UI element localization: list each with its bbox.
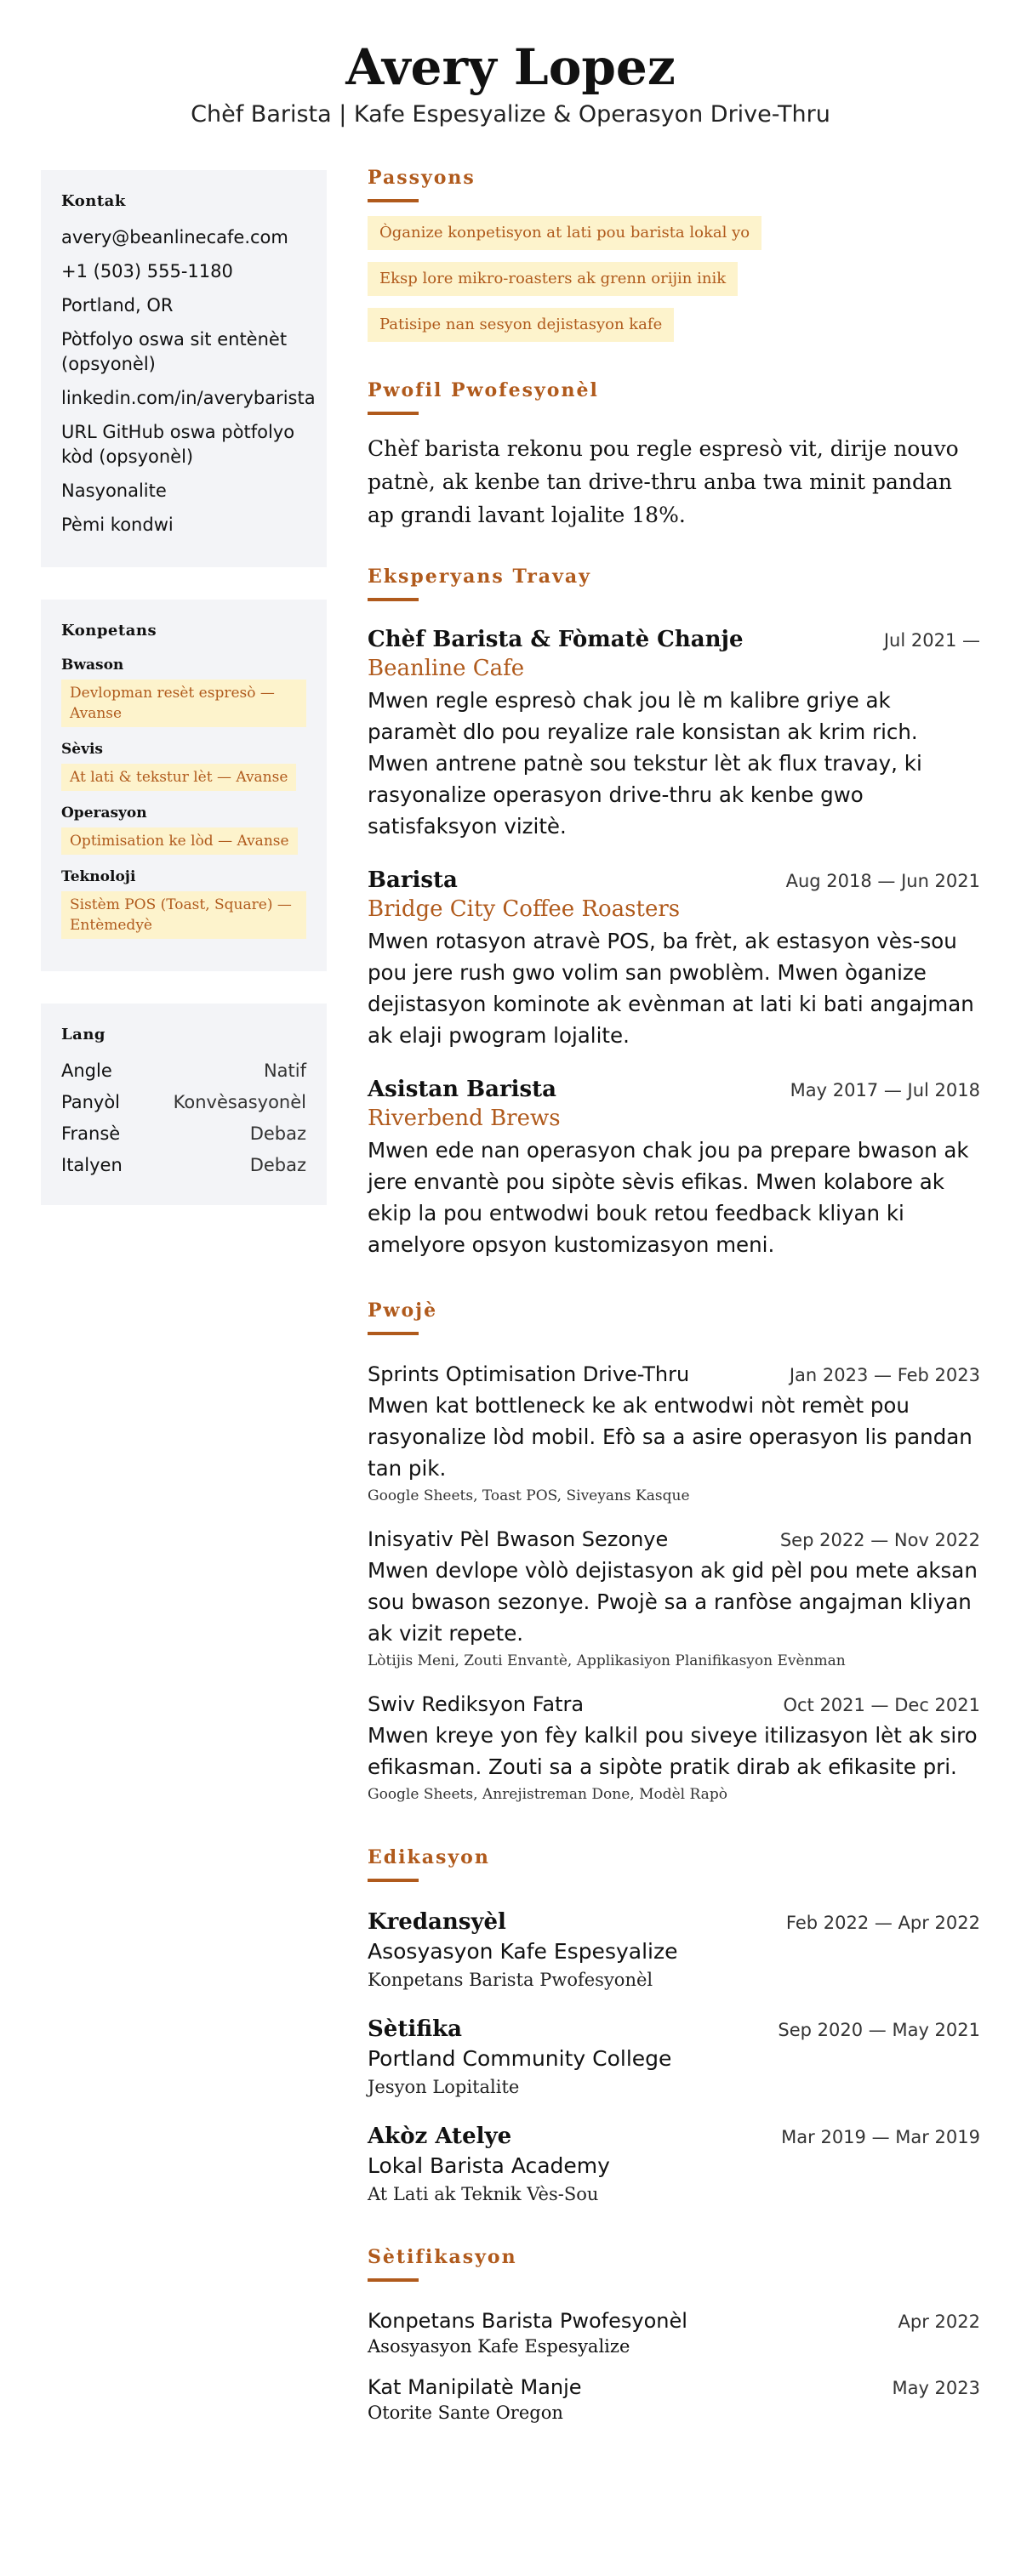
education-degree: Sètifika: [368, 2016, 462, 2042]
certification-name: Kat Manipilatè Manje: [368, 2375, 582, 2399]
education-school: Lokal Barista Academy: [368, 2153, 610, 2178]
section-divider: [368, 1332, 419, 1335]
certifications-title: Sètifikasyon: [368, 2246, 517, 2268]
skill-name: Sèvis: [61, 741, 103, 758]
certifications-section: [368, 2246, 980, 2425]
certification-date: Apr 2022: [898, 2312, 980, 2332]
certification-name: Konpetans Barista Pwofesyonèl: [368, 2309, 687, 2333]
skill-name: Teknoloji: [61, 868, 136, 885]
certification-issuer: Otorite Sante Oregon: [368, 2403, 563, 2423]
experience-section: [368, 566, 980, 1260]
job-entry: [368, 1075, 980, 1260]
education-entry: [368, 2015, 980, 2100]
education-degree: Akòz Atelye: [368, 2124, 512, 2149]
contact-title: Kontak: [61, 192, 126, 210]
language-row: [61, 1059, 306, 1083]
project-tools: Lòtijis Meni, Zouti Envantè, Applikasiyon Planifikasyon Evènman: [368, 1652, 846, 1669]
project-entry: [368, 1361, 980, 1507]
projects-title: Pwojè: [368, 1299, 438, 1322]
education-entry: [368, 2122, 980, 2207]
profile-section: [368, 379, 980, 532]
job-entry: [368, 866, 980, 1051]
education-field: Konpetans Barista Pwofesyonèl: [368, 1970, 653, 1990]
education-date: Sep 2020 — May 2021: [778, 2020, 980, 2040]
project-title: Swiv Rediksyon Fatra: [368, 1692, 585, 1716]
section-divider: [368, 1879, 419, 1882]
skill-name: Bwason: [61, 657, 124, 674]
contact-email[interactable]: avery@beanlinecafe.com: [61, 227, 288, 247]
job-description: Mwen regle espresò chak jou lè m kalibre griye ak paramèt dlo pou reyalize rale konsistan ak krim rich. Mwen antrene patnè sou tekstur lèt ak flux travay, ki rasyonalize operasyon drive-thru ak kenbe gwo satisfaksyon vizitè.: [368, 688, 922, 839]
certification-issuer: Asosyasyon Kafe Espesyalize: [368, 2336, 630, 2357]
project-description: Mwen kat bottleneck ke ak entwodwi nòt remèt pou rasyonalize lòd mobil. Efò sa a asire operasyon lis pandan tan pik.: [368, 1393, 973, 1481]
project-tools: Google Sheets, Anrejistreman Done, Modèl Rapò: [368, 1786, 727, 1803]
contact-github: URL GitHub oswa pòtfolyo kòd (opsyonèl): [61, 422, 295, 467]
education-field: At Lati ak Teknik Vès-Sou: [368, 2184, 599, 2204]
contact-portfolio: Pòtfolyo oswa sit entènèt (opsyonèl): [61, 329, 288, 374]
skill-group: [61, 867, 306, 939]
candidate-name: Avery Lopez: [345, 38, 676, 96]
project-date: Sep 2022 — Nov 2022: [779, 1530, 980, 1550]
skill-tag: Devlopman resèt espresò — Avanse: [61, 680, 306, 727]
profile-title: Pwofil Pwofesyonèl: [368, 379, 599, 401]
job-date: May 2017 — Jul 2018: [790, 1080, 980, 1100]
language-name: Angle: [61, 1061, 112, 1081]
skill-tag: Sistèm POS (Toast, Square) — Entèmedyè: [61, 891, 306, 939]
contact-phone[interactable]: +1 (503) 555-1180: [61, 261, 233, 281]
passion-tag: Patisipe nan sesyon dejistasyon kafe: [368, 308, 674, 342]
certification-entry: [368, 2374, 980, 2425]
contact-card: [41, 170, 327, 567]
project-description: Mwen devlope vòlò dejistasyon ak gid pèl pou mete aksan sou bwason sezonye. Pwojè sa a ranfòse angajman kliyan ak vizit repete.: [368, 1558, 978, 1646]
language-level: Konvèsasyonèl: [173, 1092, 306, 1112]
job-description: Mwen ede nan operasyon chak jou pa prepare bwason ak jere envantè pou sipòte sèvis efikas. Mwen kolabore ak ekip la pou entwodwi bouk retou feedback kliyan ki amelyore opsyon kustomizasyon meni.: [368, 1138, 969, 1257]
project-entry: [368, 1691, 980, 1805]
contact-nationality: Nasyonalite: [61, 481, 167, 501]
languages-card: [41, 1004, 327, 1205]
job-entry: [368, 625, 980, 842]
contact-license: Pèmi kondwi: [61, 515, 174, 535]
project-title: Inisyativ Pèl Bwason Sezonye: [368, 1527, 669, 1551]
passions-section: [368, 167, 980, 342]
contact-location: Portland, OR: [61, 295, 174, 316]
main-content: [368, 167, 980, 2425]
language-level: Debaz: [249, 1123, 306, 1144]
language-name: Italyen: [61, 1155, 123, 1175]
education-entry: [368, 1908, 980, 1993]
language-name: Fransè: [61, 1123, 121, 1144]
language-name: Panyòl: [61, 1092, 121, 1112]
job-date: Aug 2018 — Jun 2021: [785, 871, 980, 891]
project-tools: Google Sheets, Toast POS, Siveyans Kasque: [368, 1487, 690, 1504]
education-degree: Kredansyèl: [368, 1909, 506, 1935]
skill-group: [61, 655, 306, 727]
resume-header: [0, 0, 1021, 131]
projects-section: [368, 1299, 980, 1805]
passions-title: Passyons: [368, 167, 476, 189]
job-company: Riverbend Brews: [368, 1106, 561, 1131]
section-divider: [368, 199, 419, 202]
project-entry: [368, 1526, 980, 1672]
passion-tag: Eksp lore mikro-roasters ak grenn orijin inik: [368, 262, 738, 296]
profile-summary: Chèf barista rekonu pou regle espresò vit, dirije nouvo patnè, ak kenbe tan drive-thru anba twa minit pandan ap grandi lavant lojalite 18%.: [368, 436, 959, 527]
section-divider: [368, 598, 419, 601]
education-date: Feb 2022 — Apr 2022: [785, 1913, 980, 1933]
job-company: Beanline Cafe: [368, 656, 525, 681]
job-role: Barista: [368, 867, 458, 893]
skills-title: Konpetans: [61, 622, 157, 640]
project-description: Mwen kreye yon fèy kalkil pou siveye itilizasyon lèt ak siro efikasman. Zouti sa a sipòte pratik dirab ak efikasite pri.: [368, 1723, 978, 1779]
section-divider: [368, 412, 419, 415]
job-date: Jul 2021 —: [883, 630, 980, 651]
job-company: Bridge City Coffee Roasters: [368, 896, 681, 922]
education-date: Mar 2019 — Mar 2019: [781, 2127, 980, 2147]
skill-tag: At lati & tekstur lèt — Avanse: [61, 764, 296, 791]
language-row: [61, 1122, 306, 1146]
education-school: Portland Community College: [368, 2046, 672, 2071]
project-title: Sprints Optimisation Drive-Thru: [368, 1362, 690, 1386]
education-section: [368, 1846, 980, 2207]
skills-card: [41, 600, 327, 971]
skill-group: [61, 803, 306, 855]
candidate-headline: Chèf Barista | Kafe Espesyalize & Operasyon Drive-Thru: [191, 101, 830, 128]
skill-name: Operasyon: [61, 805, 147, 822]
project-date: Jan 2023 — Feb 2023: [789, 1365, 980, 1385]
project-date: Oct 2021 — Dec 2021: [783, 1695, 980, 1715]
languages-title: Lang: [61, 1026, 106, 1043]
experience-title: Eksperyans Travay: [368, 566, 591, 588]
job-role: Chèf Barista & Fòmatè Chanje: [368, 627, 744, 652]
language-row: [61, 1153, 306, 1178]
language-level: Debaz: [249, 1155, 306, 1175]
education-field: Jesyon Lopitalite: [368, 2077, 520, 2097]
language-level: Natif: [263, 1061, 306, 1081]
certification-entry: [368, 2307, 980, 2358]
contact-linkedin[interactable]: linkedin.com/in/averybarista: [61, 388, 316, 408]
skill-group: [61, 739, 306, 791]
job-role: Asistan Barista: [368, 1077, 557, 1102]
education-title: Edikasyon: [368, 1846, 490, 1868]
passion-tag: Òganize konpetisyon at lati pou barista lokal yo: [368, 216, 761, 250]
skill-tag: Optimisation ke lòd — Avanse: [61, 827, 298, 855]
sidebar: [41, 170, 327, 1237]
certification-date: May 2023: [892, 2378, 980, 2398]
education-school: Asosyasyon Kafe Espesyalize: [368, 1939, 678, 1964]
job-description: Mwen rotasyon atravè POS, ba frèt, ak estasyon vès-sou pou jere rush gwo volim san pwoblèm. Mwen òganize dejistasyon kominote ak evènman at lati ki bati angajman ak elaji pwogram lojalite.: [368, 929, 974, 1048]
section-divider: [368, 2278, 419, 2282]
language-row: [61, 1090, 306, 1115]
